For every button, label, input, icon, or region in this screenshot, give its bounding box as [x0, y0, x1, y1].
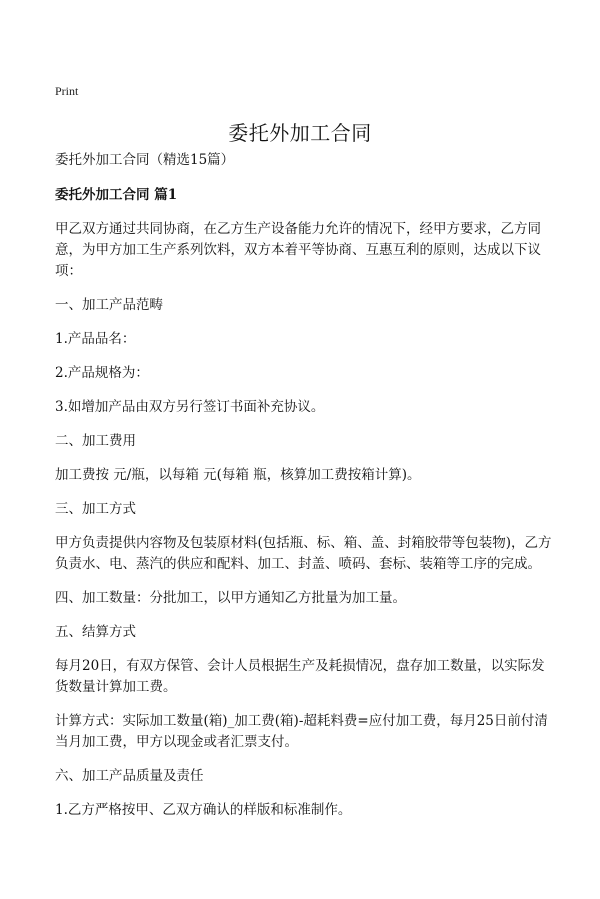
clause-heading-6: 六、加工产品质量及责任 — [55, 768, 204, 784]
clause-text: 甲方负责提供内容物及包装原材料(包括瓶、标、箱、盖、封箱胶带等包装物)，乙方负责水、电、蒸汽的供应和配料、加工、封盖、喷码、套标、装箱等工序的完成。 — [55, 535, 552, 572]
clause-item: 1.产品品名： — [55, 331, 136, 347]
clause-text: 加工费按 元/瓶，以每箱 元(每箱 瓶，核算加工费按箱计算)。 — [55, 467, 421, 483]
print-link[interactable]: Print — [55, 84, 79, 98]
clause-heading-2: 二、加工费用 — [55, 433, 136, 449]
clause-heading-3: 三、加工方式 — [55, 501, 136, 517]
clause-heading-1: 一、加工产品范畴 — [55, 297, 163, 313]
clause-text: 每月20日，有双方保管、会计人员根据生产及耗损情况，盘存加工数量，以实际发货数量计算加工费。 — [55, 658, 545, 695]
clause-item: 2.产品规格为： — [55, 365, 149, 381]
clause-heading-4: 四、加工数量：分批加工，以甲方通知乙方批量为加工量。 — [55, 590, 406, 606]
document-title: 委托外加工合同 — [228, 121, 372, 145]
clause-text: 计算方式：实际加工数量(箱)_加工费(箱)-超耗料费=应付加工费，每月25日前付清当月加工费，甲方以现金或者汇票支付。 — [55, 713, 548, 750]
document-body — [55, 150, 555, 821]
document-subtitle: 委托外加工合同（精选15篇） — [55, 152, 235, 168]
clause-item: 3.如增加产品由双方另行签订书面补充协议。 — [55, 399, 325, 415]
section-heading: 委托外加工合同 篇1 — [55, 187, 178, 203]
clause-item: 1.乙方严格按甲、乙双方确认的样版和标准制作。 — [55, 802, 352, 818]
clause-heading-5: 五、结算方式 — [55, 624, 136, 640]
intro-paragraph: 甲乙双方通过共同协商，在乙方生产设备能力允许的情况下，经甲方要求，乙方同意，为甲方加工生产系列饮料，双方本着平等协商、互惠互利的原则，达成以下议项： — [55, 221, 541, 279]
